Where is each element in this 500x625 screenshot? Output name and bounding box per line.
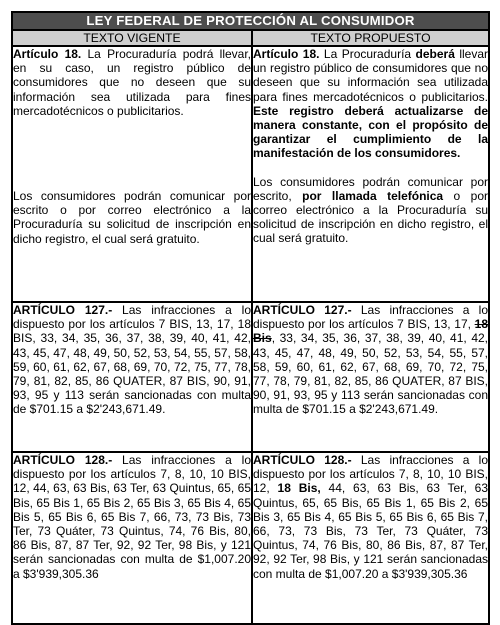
spacer: [253, 161, 488, 175]
column-header-current: TEXTO VIGENTE: [12, 30, 252, 46]
art18-current-text-1: La Procuraduría podrá llevar, en su caso, un registro público de consumidores que no deseen que su información sea utilizada para fines mercadotécnicos o publicitarios.: [13, 47, 251, 118]
spacer: [13, 118, 251, 189]
art127-proposed-strikethrough: 18 Bis: [253, 317, 489, 346]
art18-proposed-text-a: La Procuraduría: [319, 47, 416, 61]
art128-current-heading: ARTÍCULO 128.-: [13, 453, 113, 467]
art127-proposed-text-3: , 33, 34, 35, 36, 37, 38, 39, 40, 41, 42, 43, 45, 47, 48, 49, 50, 52, 53, 54, 55, 57, 58, 59, 60, 61, 62, 67, 68, 69, 70, 72, 75, 77, 78, 79, 81, 82, 85, 86 QUATER, 87 BIS, 90, 91, 93, 95 y 113 serán sancionadas con multa de $701.15 a $2'243,671.49.: [253, 331, 489, 417]
art18-proposed-paragraph-2: [253, 175, 488, 246]
art128-proposed-text-3: 44, 63, 63 Bis, 63 Ter, 63 Quintus, 65, 65 Bis, 65 Bis 1, 65 Bis 2, 65 Bis 3, 65 Bis 4, 65 Bis 5, 65 Bis 6, 65 Bis 7, 66, 73, 73 Bis, 73 Ter, 73 Quáter, 73 Quintus, 74, 76 Bis, 80, 86 Bis, 87, 87 Ter, 92, 92 Ter, 98 Bis, y 121 serán sancionadas con multa de $1,007.20 a $3'939,305.36: [253, 481, 489, 581]
art128-proposed-text-1: Las infracciones a lo dispuesto por los artículos 7, 8, 10, 10 BIS, 12,: [253, 453, 489, 496]
art128-current-cell: [12, 452, 252, 624]
art18-proposed-bold-d: Este registro deberá actualizarse de manera constante, con el propósito de garantizar el cumplimiento de la manifestación de los consumidores.: [253, 103, 489, 161]
art18-current-heading: Artículo 18.: [13, 47, 82, 61]
art18-proposed-cell: [252, 46, 489, 302]
art18-current-cell: [12, 46, 252, 302]
art128-proposed-paragraph: [253, 453, 488, 581]
art18-proposed-heading: Artículo 18.: [253, 47, 320, 61]
comparison-table: [11, 11, 490, 625]
art18-proposed-p2-text-a: Los consumidores podrán comunicar por escrito,: [253, 174, 489, 203]
column-header-proposed: TEXTO PROPUESTO: [252, 30, 489, 46]
art127-proposed-paragraph: [253, 303, 488, 417]
art127-current-cell: [12, 302, 252, 452]
art18-proposed-text-c: llevar un registro público de consumidores que no deseen que su información sea utilizada para fines mercadotécnicos o publicitarios.: [253, 47, 489, 104]
art128-current-paragraph: [13, 453, 251, 581]
art127-current-paragraph: [13, 303, 251, 417]
art18-proposed-p2-bold-b: por llamada telefónica: [302, 188, 444, 203]
art18-current-paragraph-1: [13, 47, 251, 118]
art128-proposed-bold-insert: 18 Bis,: [277, 481, 321, 496]
art127-proposed-heading: ARTÍCULO 127.-: [253, 303, 352, 317]
table-title: LEY FEDERAL DE PROTECCIÓN AL CONSUMIDOR: [12, 12, 489, 30]
art128-proposed-heading: ARTÍCULO 128.-: [253, 453, 352, 467]
art127-proposed-text-1: Las infracciones a lo dispuesto por los artículos 7 BIS, 13, 17,: [253, 303, 489, 332]
art18-proposed-p2-text-c: o por correo electrónico a la Procuraduría su solicitud de inscripción en dicho registro, el cual será gratuito.: [253, 188, 489, 246]
art127-current-heading: ARTÍCULO 127.-: [13, 303, 113, 317]
art128-proposed-cell: [252, 452, 489, 624]
art18-proposed-paragraph-1: [253, 47, 488, 161]
art128-current-text: Las infracciones a lo dispuesto por los artículos 7, 8, 10, 10 BIS, 12, 44, 63, 63 Bis, 63 Ter, 63 Quintus, 65, 65 Bis, 65 Bis 1, 65 Bis 2, 65 Bis 3, 65 Bis 4, 65 Bis 5, 65 Bis 6, 65 Bis 7, 66, 73, 73 Bis, 73 Ter, 73 Quáter, 73 Quintus, 74, 76 Bis, 80, 86 Bis, 87, 87 Ter, 92, 92 Ter, 98 Bis, y 121 serán sancionadas con multa de $1,007.20 a $3'939,305.36: [13, 453, 251, 581]
art127-proposed-cell: [252, 302, 489, 452]
art127-current-text: Las infracciones a lo dispuesto por los artículos 7 BIS, 13, 17, 18 BIS, 33, 34, 35, 36, 37, 38, 39, 40, 41, 42, 43, 45, 47, 48, 49, 50, 52, 53, 54, 55, 57, 58, 59, 60, 61, 62, 67, 68, 69, 70, 72, 75, 77, 78, 79, 81, 82, 85, 86 QUATER, 87 BIS, 90, 91, 93, 95 y 113 serán sancionadas con multa de $701.15 a $2'243,671.49.: [13, 303, 251, 417]
art18-current-paragraph-2: Los consumidores podrán comunicar por escrito o por correo electrónico a la Procuraduría su solicitud de inscripción en dicho registro, el cual será gratuito.: [13, 189, 251, 246]
art18-proposed-bold-b: deberá: [415, 47, 455, 61]
